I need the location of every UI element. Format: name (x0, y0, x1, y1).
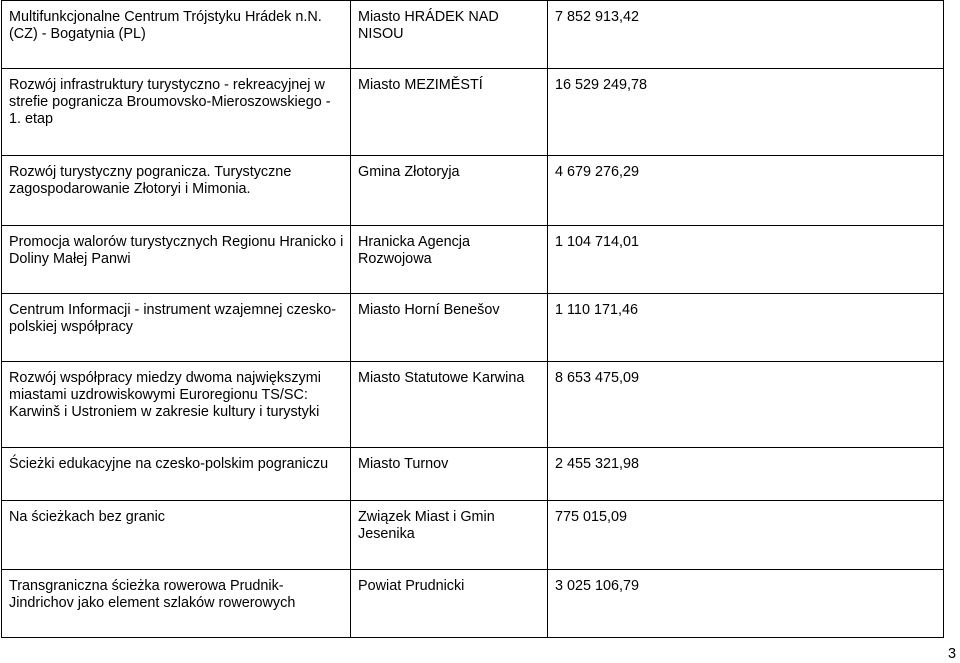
table-row (2, 156, 944, 226)
project-name-cell: Rozwój współpracy miedzy dwoma największymi miastami uzdrowiskowymi Euroregionu TS/SC: Karwinš i Ustroniem w zakresie kultury i turystyki (2, 362, 351, 448)
amount-cell: 4 679 276,29 (548, 156, 944, 226)
table-row (2, 294, 944, 362)
table-row (2, 226, 944, 294)
beneficiary-cell: Miasto Statutowe Karwina (351, 362, 548, 448)
table-row (2, 362, 944, 448)
amount-cell: 775 015,09 (548, 501, 944, 570)
amount-cell: 7 852 913,42 (548, 1, 944, 69)
beneficiary-cell: Powiat Prudnicki (351, 570, 548, 638)
project-name-cell: Centrum Informacji - instrument wzajemnej czesko-polskiej współpracy (2, 294, 351, 362)
beneficiary-cell: Gmina Złotoryja (351, 156, 548, 226)
beneficiary-cell: Miasto Horní Benešov (351, 294, 548, 362)
amount-cell: 2 455 321,98 (548, 448, 944, 501)
table-row (2, 1, 944, 69)
project-name-cell: Rozwój turystyczny pogranicza. Turystyczne zagospodarowanie Złotoryi i Mimonia. (2, 156, 351, 226)
amount-cell: 16 529 249,78 (548, 69, 944, 156)
beneficiary-cell: Miasto Turnov (351, 448, 548, 501)
project-name-cell: Transgraniczna ścieżka rowerowa Prudnik-Jindrichov jako element szlaków rowerowych (2, 570, 351, 638)
beneficiary-cell: Hranicka Agencja Rozwojowa (351, 226, 548, 294)
projects-table (1, 0, 944, 638)
beneficiary-cell: Miasto HRÁDEK NAD NISOU (351, 1, 548, 69)
page-number: 3 (948, 646, 957, 662)
project-name-cell: Na ścieżkach bez granic (2, 501, 351, 570)
amount-cell: 8 653 475,09 (548, 362, 944, 448)
table-row (2, 69, 944, 156)
amount-cell: 3 025 106,79 (548, 570, 944, 638)
beneficiary-cell: Miasto MEZIMĚSTÍ (351, 69, 548, 156)
amount-cell: 1 104 714,01 (548, 226, 944, 294)
project-name-cell: Multifunkcjonalne Centrum Trójstyku Hrádek n.N. (CZ) - Bogatynia (PL) (2, 1, 351, 69)
table-row (2, 501, 944, 570)
table-row (2, 448, 944, 501)
amount-cell: 1 110 171,46 (548, 294, 944, 362)
table-row (2, 570, 944, 638)
beneficiary-cell: Związek Miast i Gmin Jesenika (351, 501, 548, 570)
project-name-cell: Promocja walorów turystycznych Regionu Hranicko i Doliny Małej Panwi (2, 226, 351, 294)
project-name-cell: Ścieżki edukacyjne na czesko-polskim pograniczu (2, 448, 351, 501)
project-name-cell: Rozwój infrastruktury turystyczno - rekreacyjnej w strefie pogranicza Broumovsko-Mieroszowskiego - 1. etap (2, 69, 351, 156)
